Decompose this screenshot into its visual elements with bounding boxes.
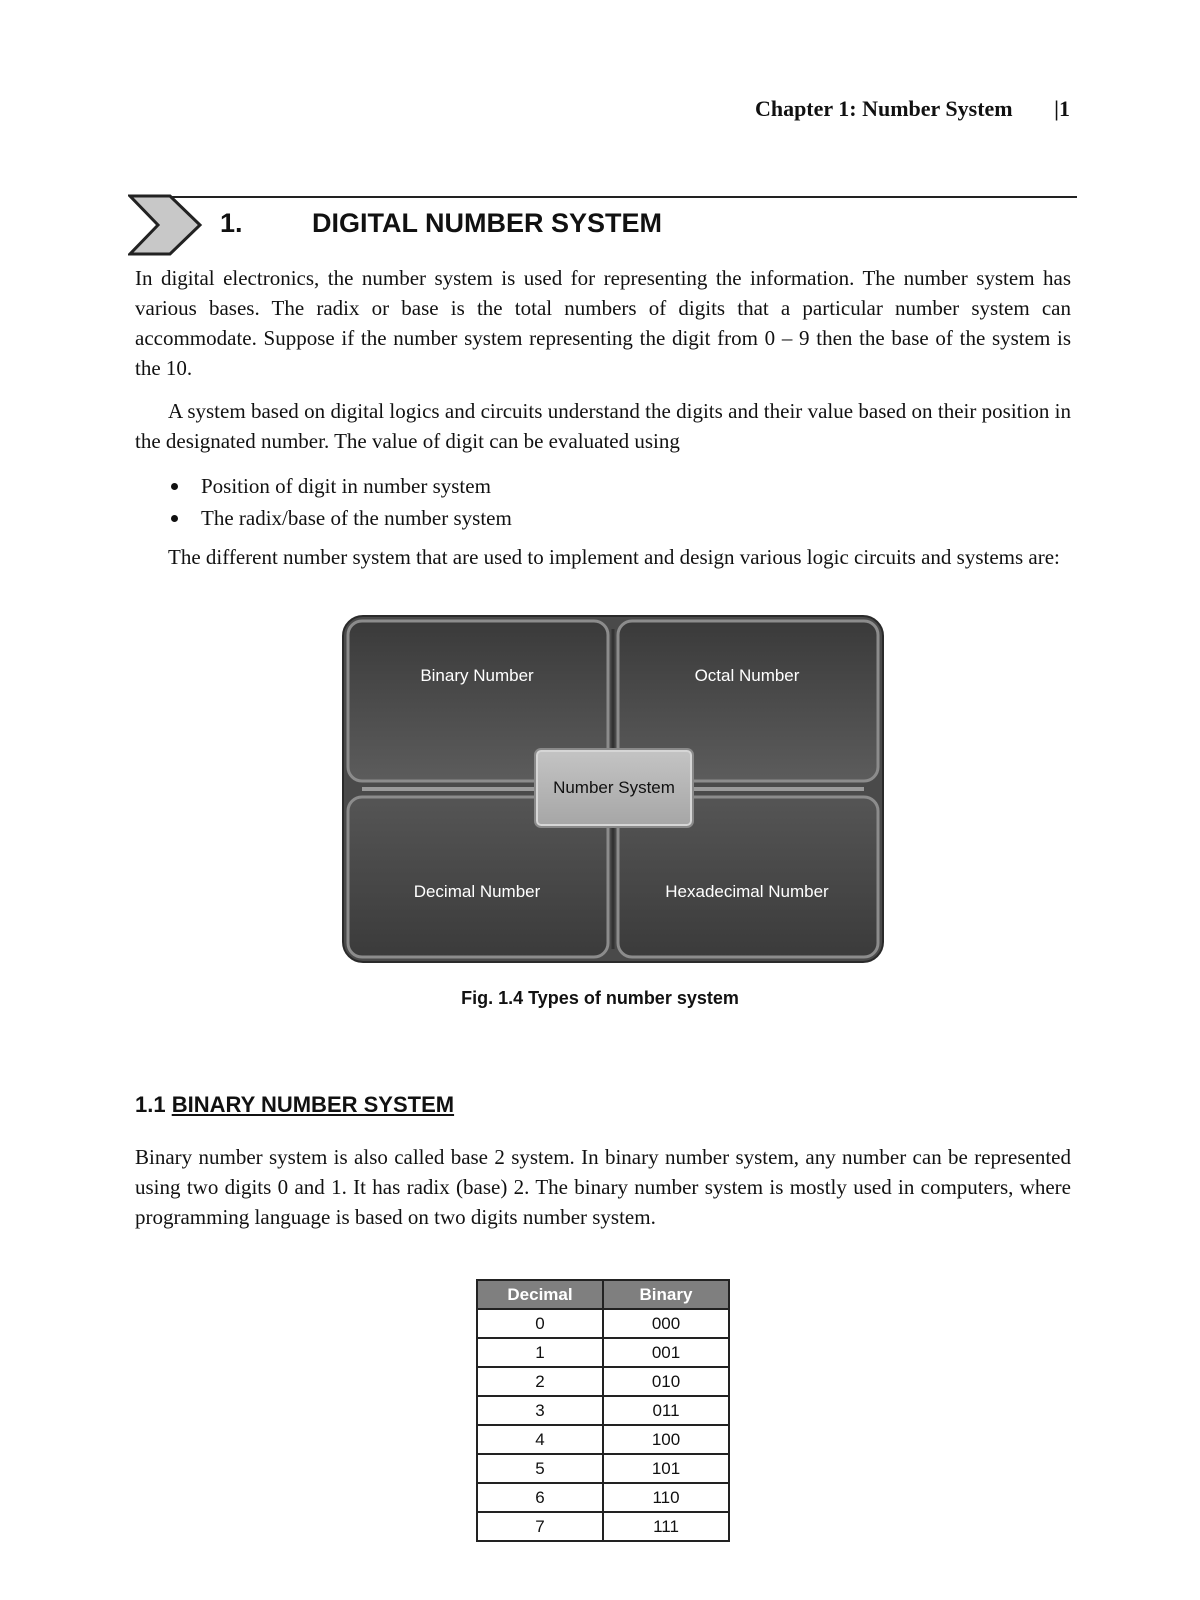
page-header [600, 96, 1070, 122]
table-row: 4 100 [477, 1425, 729, 1454]
hexadecimal-label: Hexadecimal Number [665, 882, 829, 901]
bullet-icon [171, 483, 178, 490]
binary-label: Binary Number [420, 666, 534, 685]
section-title: DIGITAL NUMBER SYSTEM [312, 208, 663, 238]
bullet-list [135, 470, 512, 534]
subsection-number: 1.1 [135, 1092, 166, 1117]
intro-paragraph: In digital electronics, the number system is used for representing the information. The number system has various bases. The radix or base is the total numbers of digits that a particular number system can accommodate. Suppose if the number system representing the digit from 0 – 9 then the base of the system is the 10. [135, 266, 1071, 380]
decimal-label: Decimal Number [413, 882, 541, 901]
section-number: 1. [220, 208, 243, 238]
value-paragraph: A system based on digital logics and circuits understand the digits and their value based on their position in the designated number. The value of digit can be evaluated using [135, 399, 1071, 453]
octal-label: Octal Number [694, 666, 800, 685]
page-number: |1 [1054, 96, 1070, 121]
table-row: 5 101 [477, 1454, 729, 1483]
subsection-title: BINARY NUMBER SYSTEM [171, 1092, 455, 1117]
chapter-title: Chapter 1: Number System [754, 96, 1013, 121]
table-row: 2 010 [477, 1367, 729, 1396]
table-row: 7 111 [477, 1512, 729, 1541]
figure-caption: Fig. 1.4 Types of number system [461, 988, 739, 1008]
table-row: 6 110 [477, 1483, 729, 1512]
table-row: 1 001 [477, 1338, 729, 1367]
table-header-row [477, 1280, 729, 1309]
table-row: 0 000 [477, 1309, 729, 1338]
number-system-center: Number System [534, 748, 694, 828]
binary-table [476, 1279, 730, 1542]
binary-paragraph: Binary number system is also called base 2 system. In binary number system, any number can be represented using two digits 0 and 1. It has radix (base) 2. The binary number system is mostly used in computers, where programming language is based on two digits number system. [135, 1145, 1071, 1229]
bullet-icon [171, 515, 178, 522]
heading-rule [132, 196, 1077, 198]
list-item: Position of digit in number system [135, 470, 512, 502]
subsection-heading [135, 1092, 454, 1118]
list-item: The radix/base of the number system [135, 502, 512, 534]
section-heading [220, 208, 662, 239]
table-row: 3 011 [477, 1396, 729, 1425]
systems-paragraph: The different number system that are used to implement and design various logic circuits and systems are: [168, 545, 1060, 569]
column-header: Binary [603, 1280, 729, 1309]
column-header: Decimal [477, 1280, 603, 1309]
chevron-arrow-icon [128, 194, 208, 256]
